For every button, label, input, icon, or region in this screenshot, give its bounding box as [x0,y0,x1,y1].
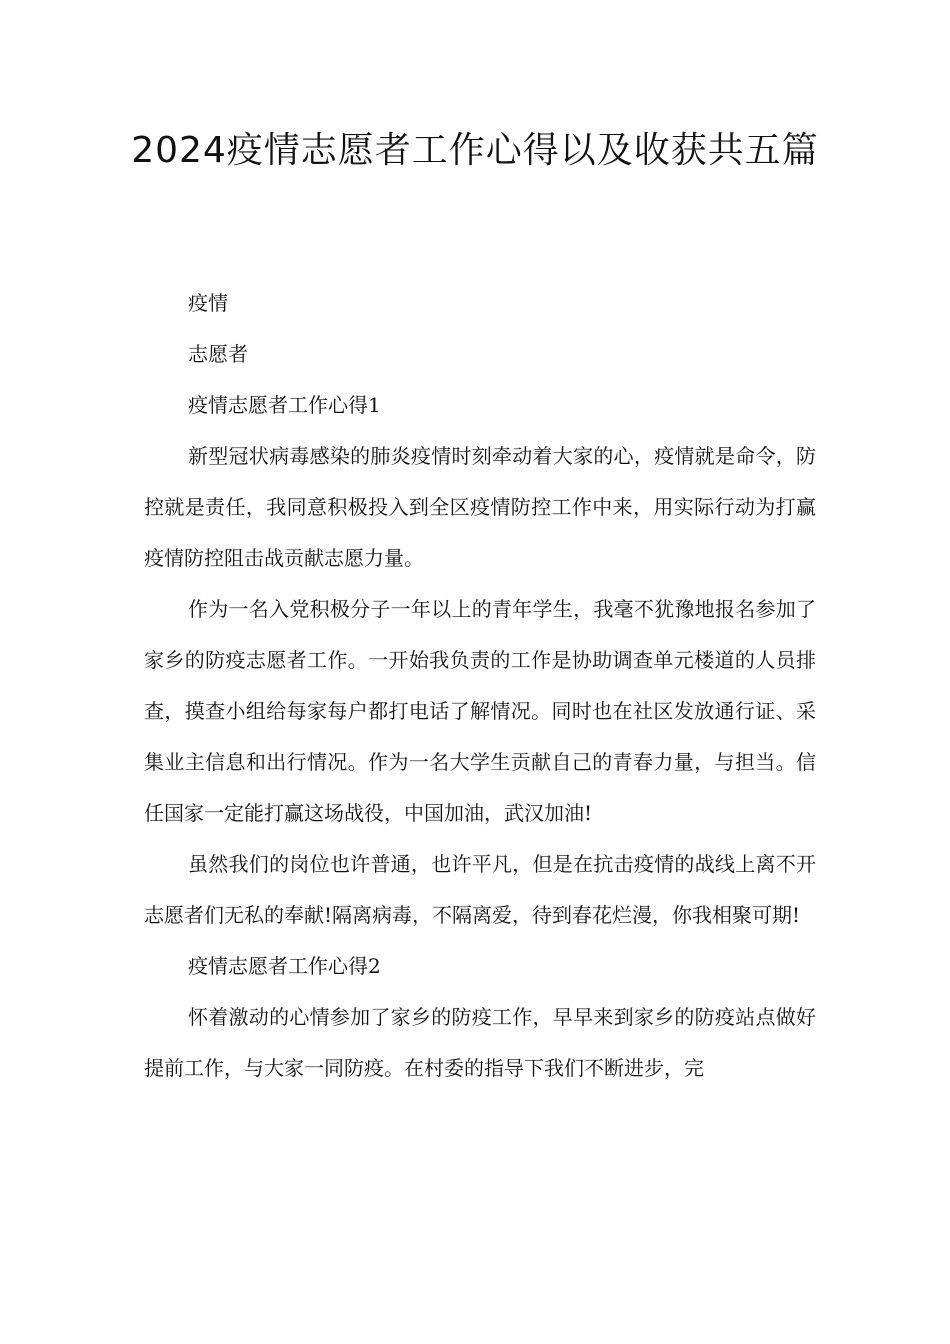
paragraph: 新型冠状病毒感染的肺炎疫情时刻牵动着大家的心，疫情就是命令，防控就是责任，我同意积极投入到全区疫情防控工作中来，用实际行动为打赢疫情防控阻击战贡献志愿力量。 [144,444,816,570]
paragraph: 怀着激动的心情参加了家乡的防疫工作，早早来到家乡的防疫站点做好提前工作，与大家一同防疫。在村委的指导下我们不断进步，完 [144,1005,816,1080]
section-heading-1: 疫情志愿者工作心得1 [188,393,381,417]
paragraph: 作为一名入党积极分子一年以上的青年学生，我毫不犹豫地报名参加了家乡的防疫志愿者工作。一开始我负责的工作是协助调查单元楼道的人员排查，摸查小组给每家每户都打电话了解情况。同时也在社区发放通行证、采集业主信息和出行情况。作为一名大学生贡献自己的青春力量，与担当。信任国家一定能打赢这场战役，中国加油，武汉加油! [144,597,816,825]
heading-keyword-epidemic: 疫情 [188,291,228,315]
paragraph: 虽然我们的岗位也许普通，也许平凡，但是在抗击疫情的战线上离不开志愿者们无私的奉献!隔离病毒，不隔离爱，待到春花烂漫，你我相聚可期! [144,852,816,927]
section-heading-2: 疫情志愿者工作心得2 [188,954,381,978]
document-title: 2024疫情志愿者工作心得以及收获共五篇 [131,130,819,171]
heading-keyword-volunteer: 志愿者 [188,342,248,366]
document-body [144,278,816,1094]
